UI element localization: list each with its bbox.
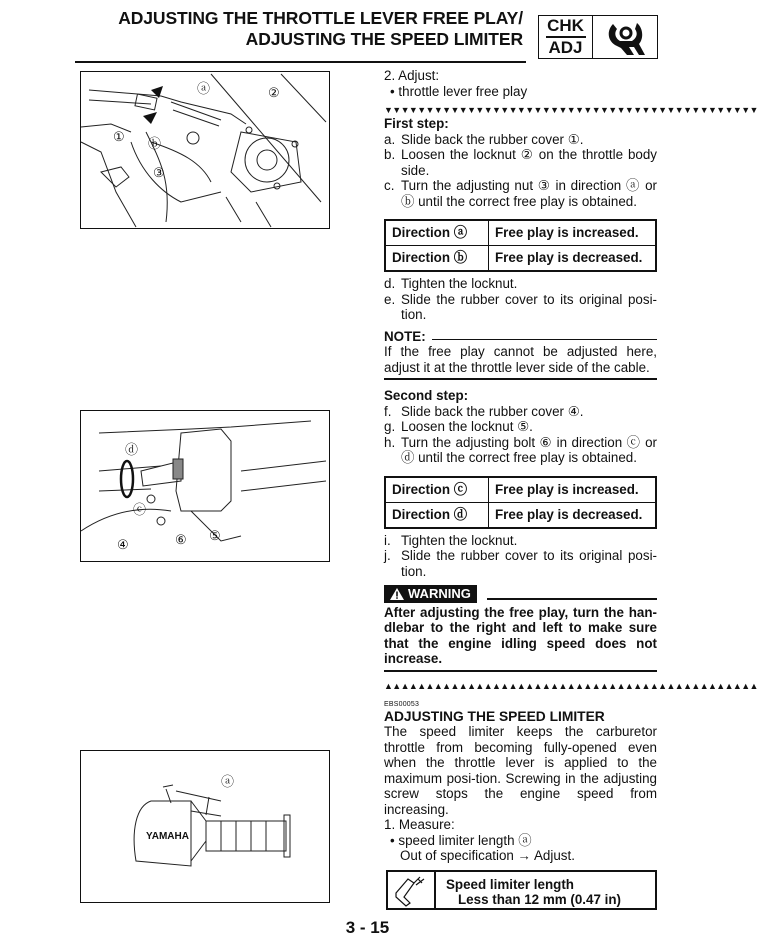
spec-value: Less than 12 mm (0.47 in) [458,891,621,907]
warning-rule [487,598,657,600]
list-item: h. Turn the adjusting bolt ⑥ in direction ⓒ or ⓓ until the correct free play is obtained. [384,434,657,465]
yamaha-logo: YAMAHA [146,831,189,842]
step-2-bullet: • throttle lever free play [390,83,528,99]
badge-top: CHK [547,16,584,36]
wrench-icon [593,16,657,58]
end-marker: ▲▲▲▲▲▲▲▲▲▲▲▲▲▲▲▲▲▲▲▲▲▲▲▲▲▲▲▲▲▲▲▲▲▲▲▲▲▲▲▲▲▲▲▲▲ [384,680,758,691]
direction-table-2 [384,476,657,529]
callout-2: ② [268,85,280,100]
warning-text: After adjusting the free play, turn the han-dlebar to the right and left to make sure that the engine idling speed does not increase. [384,604,657,666]
instructions-column [384,68,758,910]
measure-out: Out of specification → Adjust. [400,848,575,863]
warning-triangle-icon [390,588,404,600]
throttle-body-figure [80,71,330,229]
table-row: Direction ⓒ Free play is increased. [385,477,656,503]
warning-badge: WARNING [384,585,477,603]
first-step-heading: First step: [384,116,449,131]
measure-step: 1. Measure: [384,817,455,832]
warning-heading [384,585,657,603]
section-title: ADJUSTING THE SPEED LIMITER [384,708,605,724]
list-item: g. Loosen the locknut ⑤. [384,419,533,434]
spec-title: Speed limiter length [446,876,574,892]
callout-6: ⑥ [175,532,187,547]
table-row: Direction ⓓ Free play is decreased. [385,502,656,528]
note-end-rule [384,378,657,380]
list-item: f. Slide back the rubber cover ④. [384,403,584,419]
measure-bullet: • speed limiter length ⓐ [390,832,532,848]
note-heading: NOTE: [384,329,657,345]
callout-d: ⓓ [125,442,139,457]
note-rule [432,339,657,341]
throttle-lever-figure [80,410,330,562]
title-line-2: ADJUSTING THE SPEED LIMITER [245,29,523,49]
callout-4: ④ [117,537,129,552]
list-item: a. Slide back the rubber cover ①. [384,131,584,147]
badge-bottom: ADJ [548,37,583,57]
list-item: e. Slide the rubber cover to its original posi-tion. [384,291,657,322]
speed-limiter-figure [80,750,330,903]
callout-a: ⓐ [197,81,211,96]
list-item: i. Tighten the locknut. [384,532,518,548]
callout-c: ⓒ [133,502,147,517]
page-number: 3 - 15 [345,918,390,937]
table-row: Direction ⓑ Free play is decreased. [385,246,656,272]
list-item: j. Slide the rubber cover to its original posi-tion. [384,548,657,579]
title-line-1: ADJUSTING THE THROTTLE LEVER FREE PLAY/ [118,8,523,28]
second-step-heading: Second step: [384,388,469,403]
spec-text [436,872,621,908]
header-rule [75,61,526,63]
caliper-icon [388,872,436,908]
warning-end-rule [384,670,657,672]
list-item: c. Turn the adjusting nut ③ in direction ⓐ or ⓑ until the correct free play is obtained. [384,178,657,209]
spec-box [386,870,657,910]
page-title [118,8,523,50]
step-2: 2. Adjust: [384,68,440,83]
list-item: d. Tighten the locknut. [384,276,518,291]
direction-table-1 [384,219,657,272]
callout-a: ⓐ [221,774,235,789]
callout-3: ③ [153,165,165,180]
list-item: b. Loosen the locknut ② on the throttle body side. [384,147,657,178]
start-marker: ▼▼▼▼▼▼▼▼▼▼▼▼▼▼▼▼▼▼▼▼▼▼▼▼▼▼▼▼▼▼▼▼▼▼▼▼▼▼▼▼▼▼▼▼▼ [384,105,758,115]
callout-5: ⑤ [209,528,221,543]
callout-b: ⓑ [148,136,162,151]
callout-1: ① [113,129,125,144]
section-code: EBS00053 [384,700,420,708]
chk-adj-badge [538,15,658,59]
table-row: Direction ⓐ Free play is increased. [385,220,656,246]
note-text: If the free play cannot be adjusted here, adjust it at the throttle lever side of the cable. [384,344,657,375]
badge-text [539,16,593,58]
section-text: The speed limiter keeps the carburetor throttle from becoming fully-opened even when the throttle lever is applied to the maximum posi-tion. Screwing in the adjusting screw stops the engine speed from increasing. [384,724,657,817]
